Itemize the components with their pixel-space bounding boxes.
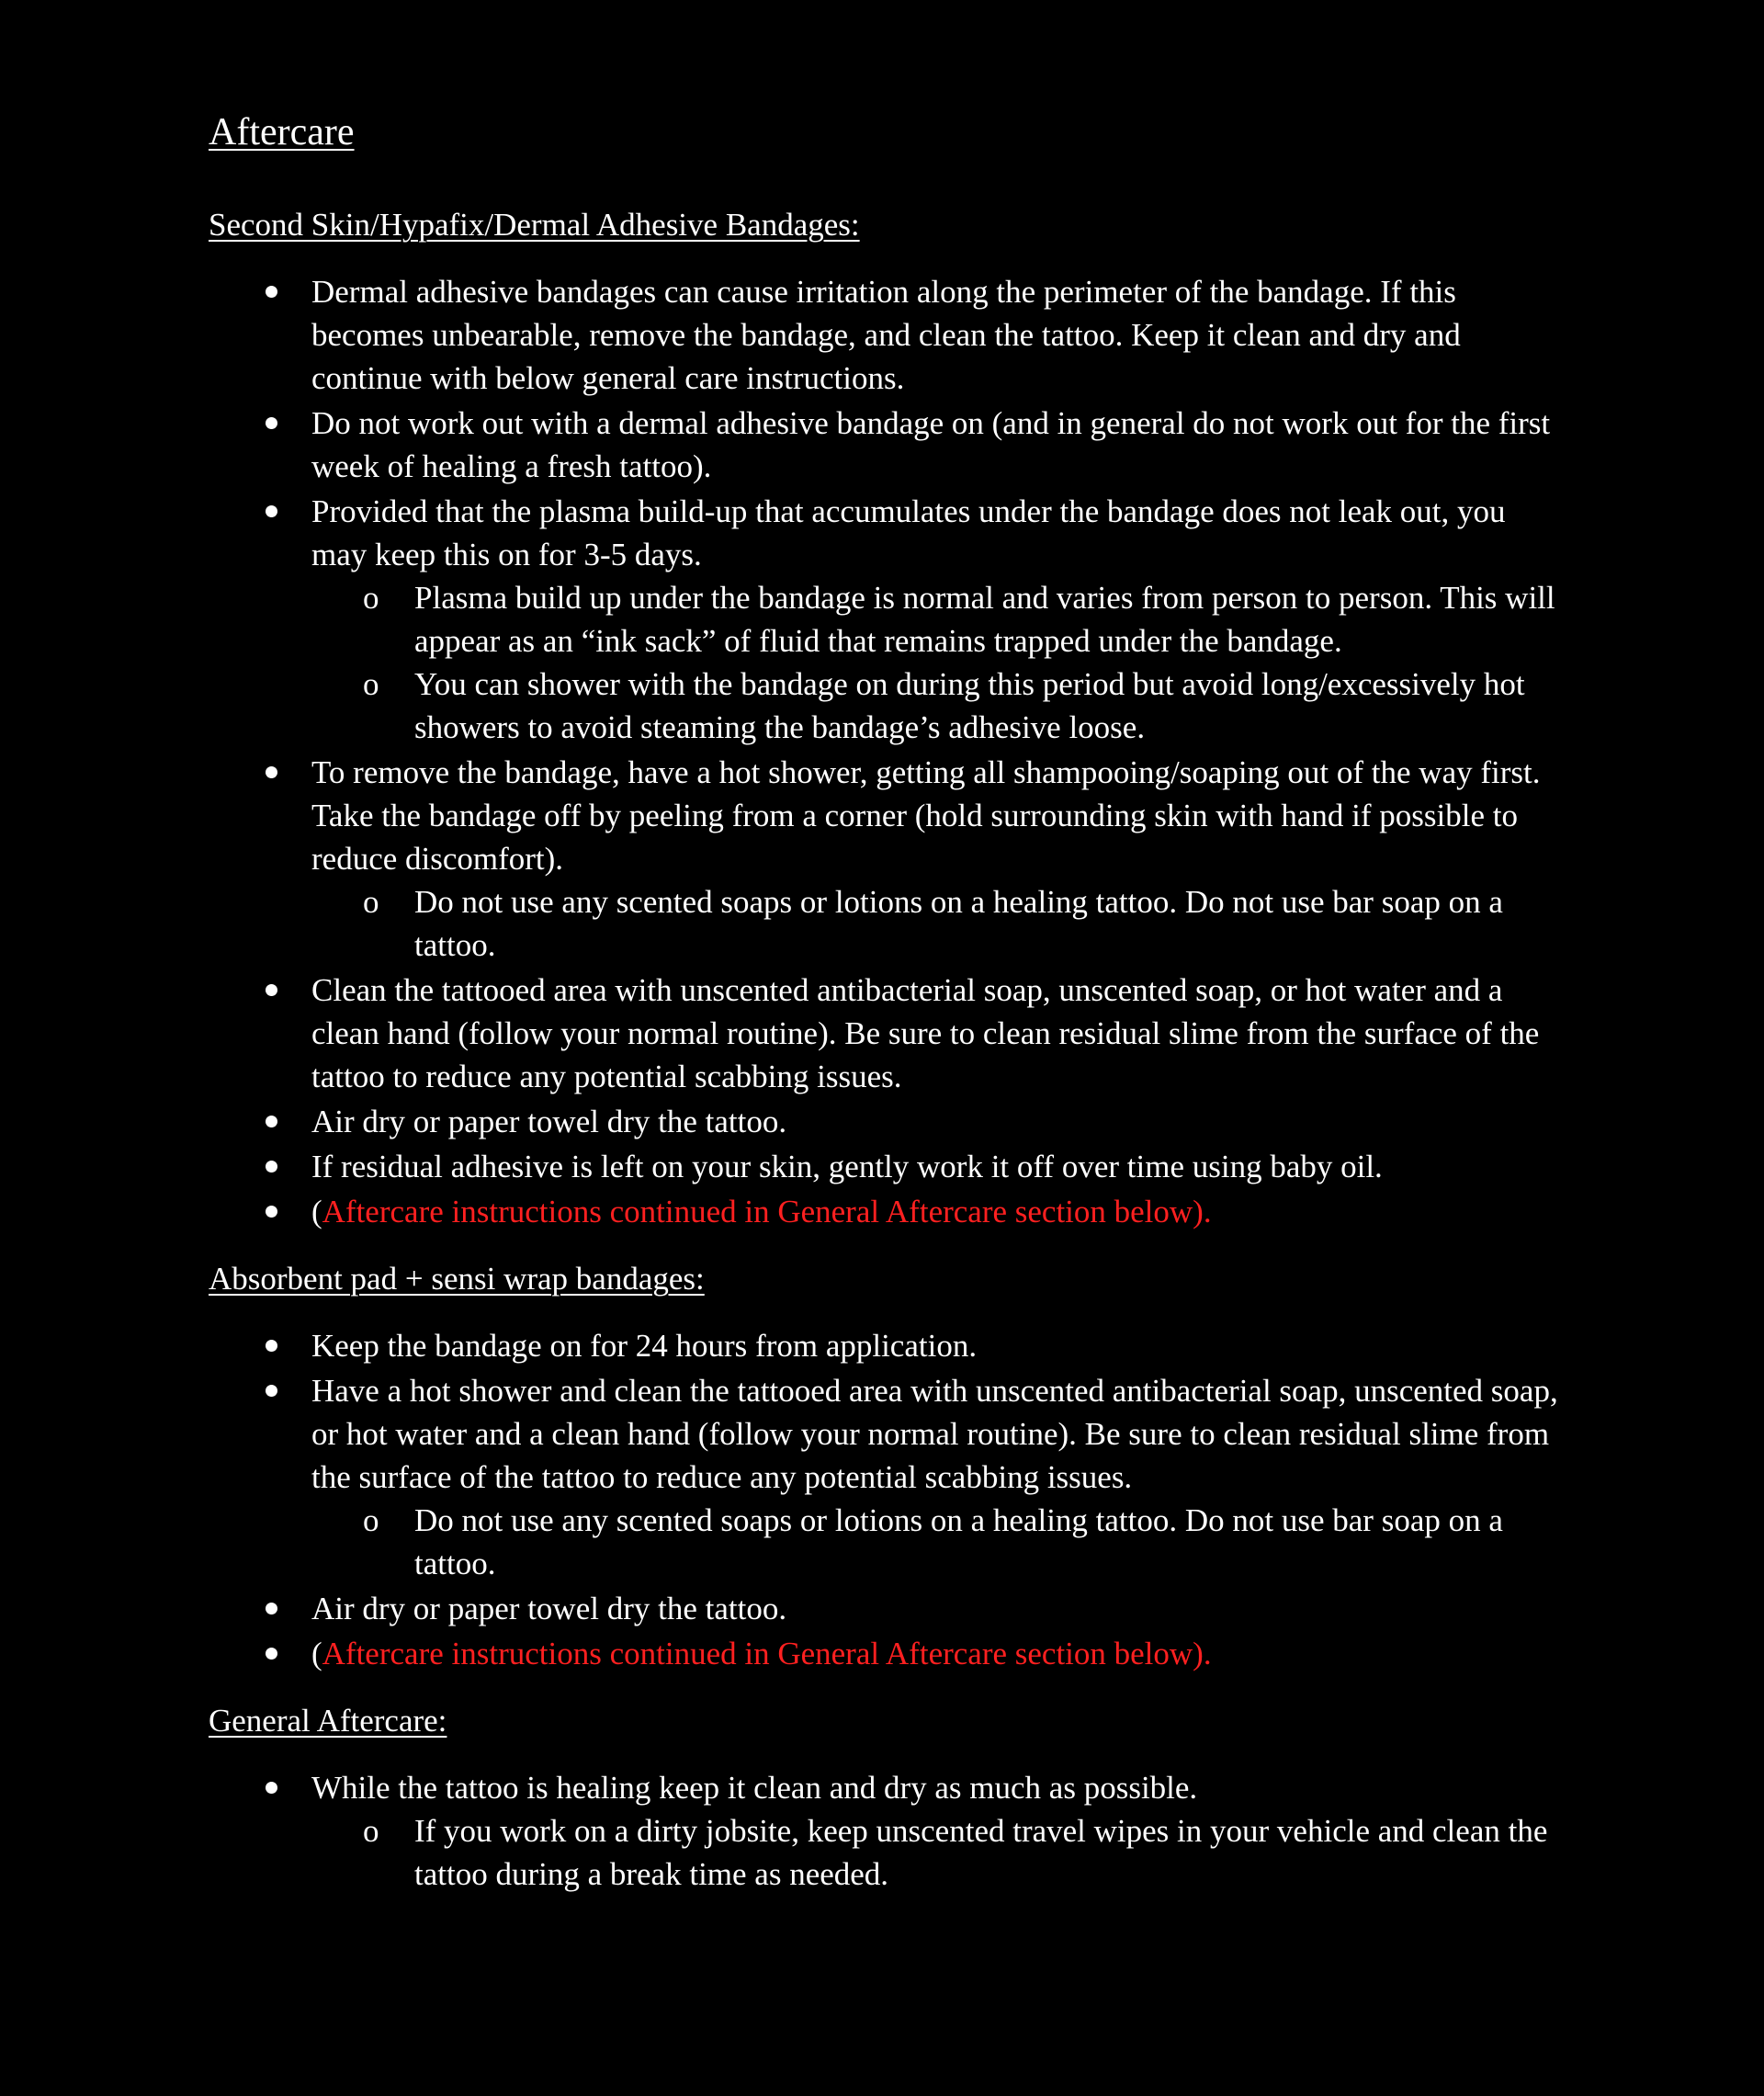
sub-list-item xyxy=(209,663,1568,749)
section-heading: Second Skin/Hypafix/Dermal Adhesive Bandages: xyxy=(209,207,860,243)
bullet-dot-icon xyxy=(262,751,280,794)
list-item-text: To remove the bandage, have a hot shower, getting all shampooing/soaping out of the way first. Take the bandage off by peeling from a corner (hold surrounding skin with hand if possible to reduce discomfort). xyxy=(311,754,1541,877)
list-item-text: Do not work out with a dermal adhesive bandage on (and in general do not work out for the first week of healing a fresh tattoo). xyxy=(311,405,1551,484)
document-page xyxy=(209,107,1568,1920)
list-item xyxy=(209,1100,1568,1143)
bullet-dot-icon xyxy=(262,1190,280,1233)
list-item-prefix: ( xyxy=(311,1194,322,1229)
section-heading: General Aftercare: xyxy=(209,1703,447,1739)
list-item-text: Keep the bandage on for 24 hours from application. xyxy=(311,1328,978,1364)
list-item-text: Air dry or paper towel dry the tattoo. xyxy=(311,1591,787,1626)
sub-bullet-icon: o xyxy=(363,884,379,920)
sections-container xyxy=(209,203,1568,1896)
bullet-list xyxy=(209,1324,1568,1675)
list-item xyxy=(209,1324,1568,1367)
bullet-dot-icon xyxy=(262,270,280,313)
sub-bullet-list xyxy=(209,1499,1568,1585)
list-item xyxy=(209,1632,1568,1675)
list-item-text xyxy=(311,1636,1212,1671)
section-heading: Absorbent pad + sensi wrap bandages: xyxy=(209,1261,705,1297)
list-item xyxy=(209,751,1568,967)
bullet-dot-icon xyxy=(262,402,280,445)
continued-note: Aftercare instructions continued in General Aftercare section below). xyxy=(322,1194,1212,1229)
sub-bullet-list xyxy=(209,1809,1568,1896)
bullet-dot-icon xyxy=(262,1587,280,1630)
sub-list-item xyxy=(209,576,1568,663)
list-item xyxy=(209,1190,1568,1233)
sub-bullet-list xyxy=(209,880,1568,967)
bullet-dot-icon xyxy=(262,969,280,1012)
list-item-text: Have a hot shower and clean the tattooed area with unscented antibacterial soap, unscented soap, or hot water and a clean hand (follow your normal routine). Be sure to clean residual slime from the surface of the tattoo to reduce any potential scabbing issues. xyxy=(311,1373,1558,1495)
sub-list-item-text: Do not use any scented soaps or lotions on a healing tattoo. Do not use bar soap on a tattoo. xyxy=(414,1502,1503,1581)
list-item xyxy=(209,969,1568,1098)
list-item-text: Air dry or paper towel dry the tattoo. xyxy=(311,1104,787,1139)
list-item xyxy=(209,490,1568,749)
list-item xyxy=(209,402,1568,488)
list-item xyxy=(209,1369,1568,1585)
list-item-text: Provided that the plasma build-up that accumulates under the bandage does not leak out, you may keep this on for 3-5 days. xyxy=(311,493,1506,572)
sub-bullet-list xyxy=(209,576,1568,749)
list-item xyxy=(209,1766,1568,1896)
sub-list-item xyxy=(209,880,1568,967)
bullet-dot-icon xyxy=(262,1369,280,1412)
bullet-list xyxy=(209,270,1568,1233)
sub-list-item-text: Do not use any scented soaps or lotions on a healing tattoo. Do not use bar soap on a tattoo. xyxy=(414,884,1503,963)
sub-bullet-icon: o xyxy=(363,1502,379,1538)
sub-list-item-text: If you work on a dirty jobsite, keep unscented travel wipes in your vehicle and clean the tattoo during a break time as needed. xyxy=(414,1813,1548,1892)
list-item-text: While the tattoo is healing keep it clean and dry as much as possible. xyxy=(311,1770,1198,1806)
continued-note: Aftercare instructions continued in General Aftercare section below). xyxy=(322,1636,1212,1671)
list-item xyxy=(209,270,1568,400)
bullet-dot-icon xyxy=(262,1100,280,1143)
list-item-text: If residual adhesive is left on your skin, gently work it off over time using baby oil. xyxy=(311,1149,1383,1184)
sub-list-item-text: Plasma build up under the bandage is normal and varies from person to person. This will appear as an “ink sack” of fluid that remains trapped under the bandage. xyxy=(414,580,1555,659)
list-item xyxy=(209,1145,1568,1188)
sub-list-item xyxy=(209,1809,1568,1896)
sub-bullet-icon: o xyxy=(363,580,379,616)
list-item-text: Clean the tattooed area with unscented antibacterial soap, unscented soap, or hot water and a clean hand (follow your normal routine). Be sure to clean residual slime from the surface of the tattoo to reduce any potential scabbing issues. xyxy=(311,972,1540,1094)
sub-list-item xyxy=(209,1499,1568,1585)
bullet-dot-icon xyxy=(262,1632,280,1675)
bullet-dot-icon xyxy=(262,1324,280,1367)
sub-list-item-text: You can shower with the bandage on during this period but avoid long/excessively hot showers to avoid steaming the bandage’s adhesive loose. xyxy=(414,666,1525,745)
bullet-dot-icon xyxy=(262,1145,280,1188)
sub-bullet-icon: o xyxy=(363,666,379,702)
page-title: Aftercare xyxy=(209,111,355,153)
list-item-text: Dermal adhesive bandages can cause irritation along the perimeter of the bandage. If this becomes unbearable, remove the bandage, and clean the tattoo. Keep it clean and dry and continue with below general care instructions. xyxy=(311,274,1461,396)
bullet-list xyxy=(209,1766,1568,1896)
list-item-prefix: ( xyxy=(311,1636,322,1671)
list-item-text xyxy=(311,1194,1212,1229)
bullet-dot-icon xyxy=(262,490,280,533)
list-item xyxy=(209,1587,1568,1630)
sub-bullet-icon: o xyxy=(363,1813,379,1849)
bullet-dot-icon xyxy=(262,1766,280,1809)
